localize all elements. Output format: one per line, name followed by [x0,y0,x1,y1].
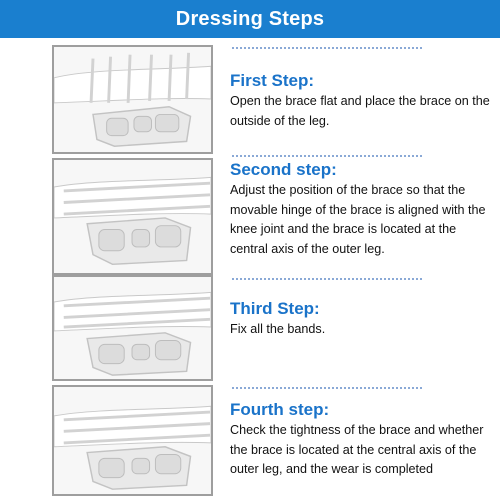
step-description: Check the tightness of the brace and whether the brace is located at the central axis of the outer leg, and the wear is completed [230,423,484,476]
divider [232,155,422,157]
divider [232,387,422,389]
divider [232,47,422,49]
leg-brace-illustration [54,277,211,379]
step-title: Second step: [230,160,337,179]
step-1-illustration [52,45,213,154]
step-description: Fix all the bands. [230,322,326,336]
step-title: Third Step: [230,299,320,318]
step-title: First Step: [230,71,315,90]
leg-brace-illustration [54,387,211,494]
divider [232,278,422,280]
step-3-illustration [52,275,213,381]
step-4-illustration [52,385,213,496]
step-description: Adjust the position of the brace so that the movable hinge of the brace is aligned with the knee joint and the brace is located at the central axis of the outer leg. [230,183,486,256]
leg-brace-illustration [54,160,211,273]
leg-brace-illustration [54,47,211,152]
step-title: Fourth step: [230,400,330,419]
page-title: Dressing Steps [175,8,325,30]
step-description: Open the brace flat and place the brace on the outside of the leg. [230,94,490,128]
step-2-illustration [52,158,213,275]
